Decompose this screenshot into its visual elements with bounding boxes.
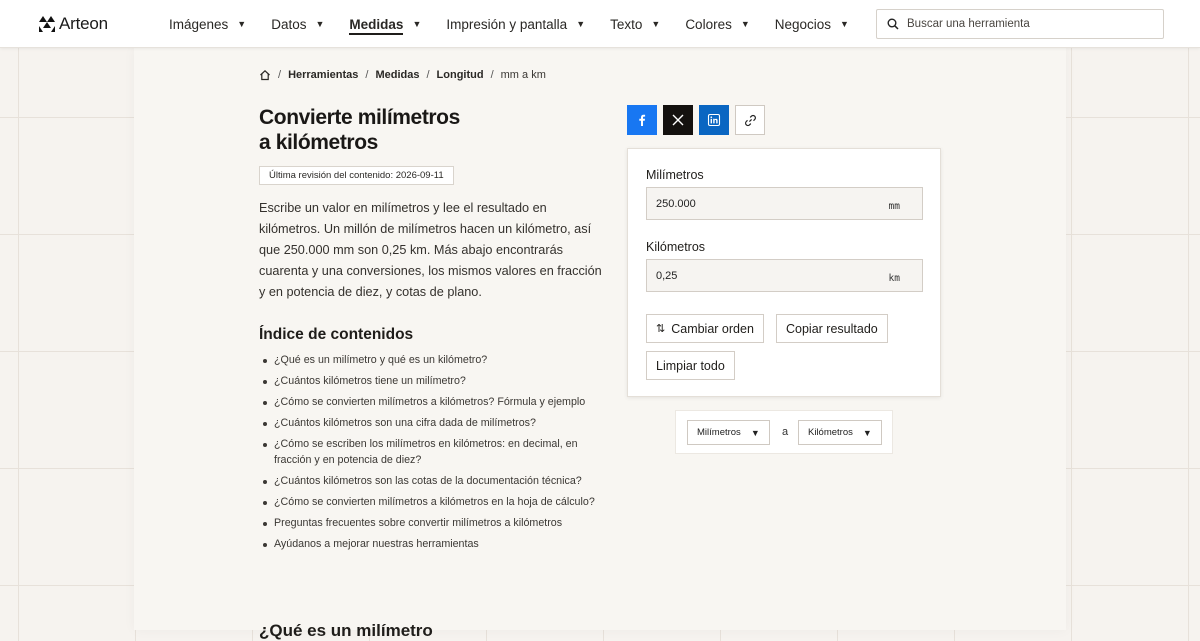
- swap-arrows-icon: ⇅: [656, 323, 666, 335]
- nav-item-datos[interactable]: [271, 0, 324, 48]
- millimeters-label: Milímetros: [646, 168, 704, 182]
- nav-item-impresion[interactable]: [446, 0, 585, 48]
- nav-item-medidas[interactable]: [349, 0, 421, 48]
- nav-item-imagenes[interactable]: [169, 0, 246, 48]
- chevron-down-icon: ▼: [237, 19, 247, 29]
- share-linkedin-button[interactable]: [699, 105, 729, 135]
- copy-result-label: Copiar resultado: [786, 321, 878, 336]
- unit-connector: a: [782, 426, 789, 438]
- chevron-down-icon: ▼: [315, 19, 325, 29]
- chevron-down-icon: ▼: [750, 427, 760, 438]
- clear-all-button[interactable]: [646, 351, 735, 380]
- top-navigation-bar: [0, 0, 1200, 48]
- nav-item-negocios[interactable]: [775, 0, 849, 48]
- search-icon: [887, 18, 899, 30]
- chevron-down-icon: ▼: [651, 19, 661, 29]
- from-unit-value: Milímetros: [697, 427, 741, 438]
- toc-link[interactable]: Ayúdanos a mejorar nuestras herramientas: [262, 537, 607, 553]
- nav-label: Medidas: [349, 17, 403, 35]
- linkedin-icon: [708, 114, 720, 126]
- nav-label: Impresión y pantalla: [446, 16, 568, 32]
- brand-name: Arteon: [59, 14, 108, 33]
- search-box[interactable]: [876, 9, 1164, 39]
- chevron-down-icon: ▼: [840, 19, 849, 29]
- toc-heading: Índice de contenidos: [259, 326, 414, 343]
- nav-label: Datos: [271, 16, 307, 32]
- unit-selectors: [675, 410, 893, 454]
- breadcrumb-separator: /: [278, 69, 282, 81]
- nav-label: Colores: [685, 16, 732, 32]
- intro-paragraph: Escribe un valor en milímetros y lee el resultado en kilómetros. Un millón de milímetros hacen un kilómetro, así que 250.000 mm son 0,25 km. Más abajo encontrarás cuarenta y una conversiones, los mismos valores en fracción y en potencia de diez, y cotas de plano.: [259, 201, 602, 299]
- nav-item-colores[interactable]: [685, 0, 749, 48]
- breadcrumb-herramientas[interactable]: Herramientas: [288, 69, 359, 81]
- chevron-down-icon: ▼: [862, 427, 872, 438]
- breadcrumb-separator: /: [365, 69, 369, 81]
- toc-link[interactable]: ¿Cuántos kilómetros son las cotas de la documentación técnica?: [262, 474, 607, 490]
- swap-order-button[interactable]: [646, 314, 764, 343]
- toc-link[interactable]: ¿Cuántos kilómetros tiene un milímetro?: [262, 374, 607, 390]
- share-x-button[interactable]: [663, 105, 693, 135]
- millimeters-input[interactable]: [647, 198, 867, 210]
- page-title-line1: Convierte milímetros: [259, 106, 460, 129]
- kilometers-unit: km: [888, 273, 900, 284]
- share-facebook-button[interactable]: [627, 105, 657, 135]
- breadcrumb: [259, 69, 546, 81]
- kilometers-input[interactable]: [647, 270, 867, 282]
- kilometers-field-wrapper: [646, 259, 923, 292]
- x-icon: [672, 114, 684, 126]
- main-content: [134, 48, 1066, 640]
- kilometers-label: Kilómetros: [646, 240, 706, 254]
- page-title: [259, 105, 519, 155]
- toc-link[interactable]: Preguntas frecuentes sobre convertir milímetros a kilómetros: [262, 516, 607, 532]
- converter-panel: [627, 148, 941, 397]
- nav-label: Texto: [610, 16, 643, 32]
- breadcrumb-current: mm a km: [500, 69, 546, 81]
- link-icon: [744, 114, 757, 127]
- copy-link-button[interactable]: [735, 105, 765, 135]
- toc-link[interactable]: ¿Cómo se escriben los milímetros en kilómetros: en decimal, en fracción y en potencia de diez?: [262, 437, 607, 468]
- main-nav: [169, 0, 874, 48]
- arteon-logo-icon: [39, 16, 55, 32]
- page-title-line2: a kilómetros: [259, 131, 378, 154]
- toc-link[interactable]: ¿Qué es un milímetro y qué es un kilómetro?: [262, 353, 607, 369]
- brand-logo[interactable]: [39, 14, 108, 34]
- chevron-down-icon: ▼: [740, 19, 750, 29]
- chevron-down-icon: ▼: [576, 19, 586, 29]
- millimeters-unit: mm: [888, 201, 900, 212]
- breadcrumb-longitud[interactable]: Longitud: [436, 69, 484, 81]
- facebook-icon: [636, 114, 648, 126]
- toc-link[interactable]: ¿Cuántos kilómetros son una cifra dada de milímetros?: [262, 416, 607, 432]
- section-heading: ¿Qué es un milímetro: [259, 621, 433, 640]
- breadcrumb-separator: /: [490, 69, 494, 81]
- share-buttons: [627, 105, 765, 135]
- to-unit-value: Kilómetros: [808, 427, 853, 438]
- chevron-down-icon: ▼: [412, 19, 422, 29]
- to-unit-select[interactable]: [798, 420, 882, 445]
- millimeters-field-wrapper: [646, 187, 923, 220]
- swap-order-label: Cambiar orden: [671, 321, 754, 336]
- toc-link[interactable]: ¿Cómo se convierten milímetros a kilómetros? Fórmula y ejemplo: [262, 395, 607, 411]
- nav-label: Imágenes: [169, 16, 229, 32]
- copy-result-button[interactable]: [776, 314, 888, 343]
- from-unit-select[interactable]: [687, 420, 770, 445]
- nav-label: Negocios: [774, 16, 832, 32]
- toc-list: [262, 353, 607, 558]
- search-input[interactable]: [907, 18, 1147, 30]
- breadcrumb-medidas[interactable]: Medidas: [375, 69, 420, 81]
- clear-all-label: Limpiar todo: [656, 358, 725, 373]
- home-icon[interactable]: [259, 69, 271, 81]
- nav-item-texto[interactable]: [610, 0, 660, 48]
- toc-link[interactable]: ¿Cómo se convierten milímetros a kilómetros en la hoja de cálculo?: [262, 495, 607, 511]
- breadcrumb-separator: /: [426, 69, 430, 81]
- revision-badge: Última revisión del contenido: 2026-09-11: [259, 166, 454, 185]
